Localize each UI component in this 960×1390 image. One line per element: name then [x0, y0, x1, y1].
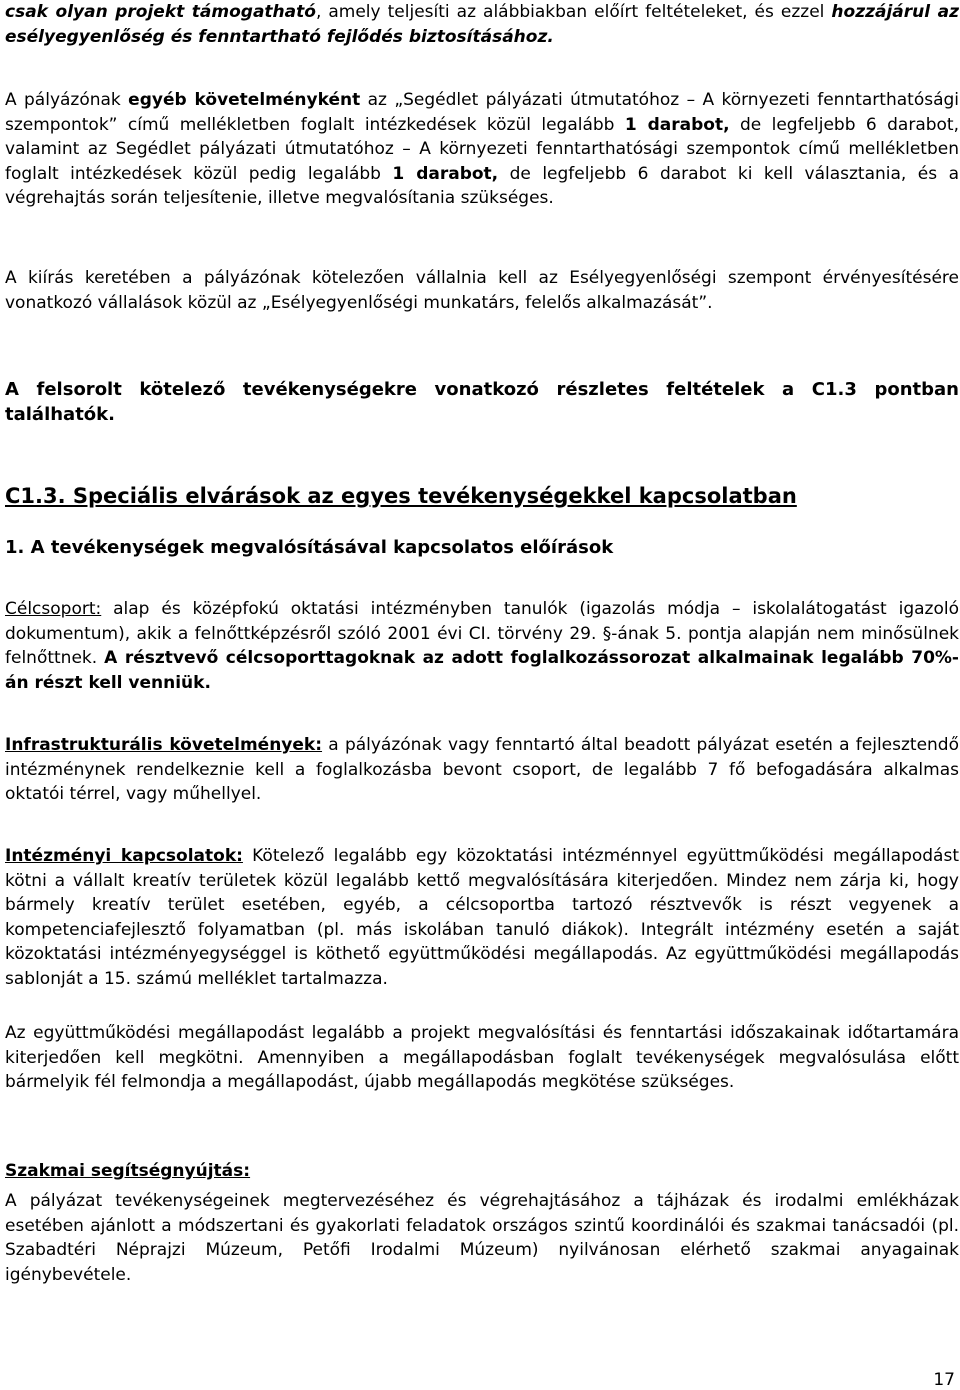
- sub-heading: 1. A tevékenységek megvalósításával kapcsolatos előírások: [5, 537, 614, 558]
- req-bold-2: 1 darabot,: [624, 114, 730, 135]
- section-heading: C1.3. Speciális elvárások az egyes tevékenységekkel kapcsolatban: [5, 484, 797, 508]
- institutional-paragraph: [5, 844, 959, 991]
- req-bold-1: egyéb követelményként: [128, 90, 361, 110]
- target-group-label: Célcsoport:: [5, 599, 102, 619]
- requirements-paragraph: [5, 88, 959, 211]
- target-group-bold: A résztvevő célcsoporttagoknak az adott foglalkozássorozat alkalmainak legalább 70%-án részt kell venniük.: [5, 648, 959, 693]
- intro-paragraph: [5, 0, 959, 49]
- target-group-text: alap és középfokú oktatási intézményben tanulók (igazolás módja – iskolalátogatást igazoló dokumentum), akik a felnőttképzésről szóló 2001 évi CI. törvény 29. §-ának 5. pontja alapján nem minősülnek felnőttnek.: [5, 599, 959, 668]
- intro-bold-lead: csak olyan projekt támogatható: [5, 2, 316, 22]
- intro-text: , amely teljesíti az alábbiakban előírt feltételeket, és ezzel: [315, 2, 832, 22]
- equal-opportunity-paragraph: A kiírás keretében a pályázónak kötelezően vállalnia kell az Esélyegyenlőségi szempont érvényesítésére vonatkozó vállalások közül az „Esélyegyenlőségi munkatárs, felelős alkalmazását”.: [5, 268, 959, 313]
- req-text-3: de legfeljebb 6 darabot, valamint az Segédlet pályázati útmutatóhoz – A környezeti fenntarthatósági szempontok című mellékletben foglalt intézkedések közül pedig legalább: [5, 114, 959, 184]
- req-text-4: de legfeljebb 6 darabot ki kell választania, és a végrehajtás során teljesítenie, illetve megvalósítania szükséges.: [5, 163, 959, 208]
- professional-support-label-text: Szakmai segítségnyújtás:: [5, 1161, 251, 1181]
- mandatory-activities-note: A felsorolt kötelező tevékenységekre vonatkozó részletes feltételek a C1.3 pontban találhatók.: [5, 379, 959, 425]
- intro-bold-tail: hozzájárul az esélyegyenlőség és fenntartható fejlődés biztosításához.: [5, 2, 959, 47]
- req-text-2: az „Segédlet pályázati útmutatóhoz – A környezeti fenntarthatósági szempontok” című mellékletben foglalt intézkedések közül legalább: [5, 90, 960, 135]
- agreement-paragraph: Az együttműködési megállapodást legalább a projekt megvalósítási és fenntartási időszakainak időtartamára kiterjedően kell megkötni. Amennyiben a megállapodásban foglalt tevékenységek megvalósulása előtt bármelyik fél felmondja a megállapodást, újabb megállapodás megkötése szükséges.: [5, 1023, 959, 1092]
- req-text-1: A pályázónak: [5, 90, 129, 110]
- req-bold-3: 1 darabot,: [392, 163, 499, 184]
- institutional-text: Kötelező legalább egy közoktatási intézménnyel együttműködési megállapodást kötni a vállalt kreatív területek közül legalább kettő megvalósítására kiterjedően. Mindez nem zárja ki, hogy bármely kreatív terület esetében, egyéb, a célcsoportba tartozó résztvevők is részt vegyenek a kompetenciafejlesztő folyamatban (pl. más iskolában tanuló diákok). Integrált intézmény esetén a saját közoktatási intézményegységgel is köthető együttműködési megállapodás. Az együttműködési megállapodás sablonját a 15. számú melléklet tartalmazza.: [5, 846, 959, 989]
- page-number: 17: [933, 1370, 955, 1390]
- institutional-label: Intézményi kapcsolatok:: [5, 846, 243, 866]
- infrastructure-label: Infrastrukturális követelmények:: [5, 735, 323, 755]
- infrastructure-text: a pályázónak vagy fenntartó által beadott pályázat esetén a fejlesztendő intézménynek rendelkeznie kell a foglalkozásba bevont csoport, de legalább 7 fő befogadására alkalmas oktatói térrel, vagy műhellyel.: [5, 735, 959, 804]
- target-group-paragraph: [5, 597, 959, 695]
- infrastructure-paragraph: [5, 733, 959, 807]
- professional-support-paragraph: A pályázat tevékenységeinek megtervezéséhez és végrehajtásához a tájházak és irodalmi emlékházak esetében ajánlott a módszertani és gyakorlati feladatok országos szintű koordinálói és szakmai tanácsadói (pl. Szabadtéri Néprajzi Múzeum, Petőfi Irodalmi Múzeum) nyilvánosan elérhető szakmai anyagainak igénybevétele.: [5, 1191, 959, 1285]
- professional-support-label: [5, 1159, 250, 1183]
